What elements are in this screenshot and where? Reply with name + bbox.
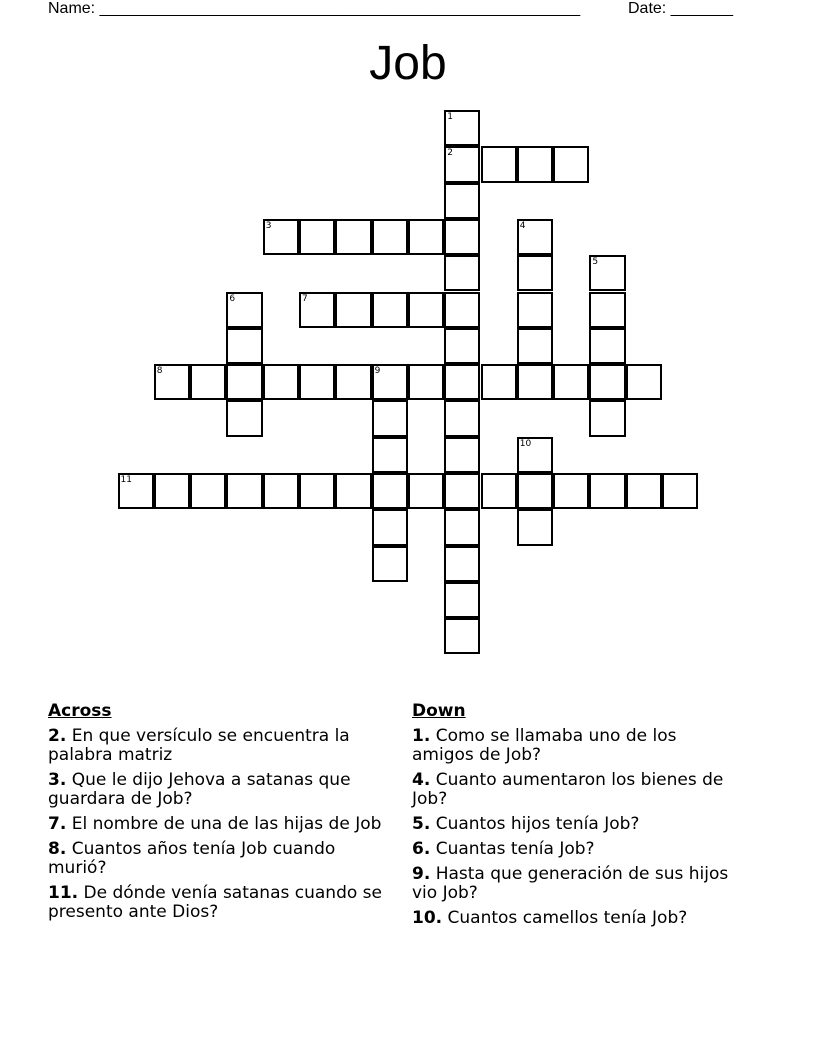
clue-item (412, 815, 742, 834)
clue-number: 10. (412, 908, 443, 928)
clue-item (48, 840, 388, 878)
clue-text: De dónde venía satanas cuando se presento ante Dios? (48, 883, 382, 922)
cell-number: 8 (156, 366, 163, 377)
clue-item (412, 865, 742, 903)
grid-cell[interactable] (372, 219, 408, 255)
grid-cell[interactable] (408, 292, 444, 328)
clue-text: Cuanto aumentaron los bienes de Job? (412, 770, 724, 809)
grid-cell[interactable] (335, 292, 371, 328)
grid-cell[interactable] (517, 364, 553, 400)
grid-cell[interactable] (444, 255, 480, 291)
grid-cell[interactable] (444, 509, 480, 545)
grid-cell[interactable] (444, 364, 480, 400)
grid-cell[interactable] (444, 546, 480, 582)
cell-number: 3 (265, 220, 272, 231)
grid-cell[interactable] (372, 509, 408, 545)
grid-cell[interactable] (408, 364, 444, 400)
grid-cell[interactable] (553, 146, 589, 182)
grid-cell[interactable] (226, 292, 262, 328)
cell-number: 4 (519, 220, 526, 231)
grid-cell[interactable] (444, 437, 480, 473)
cell-number: 9 (374, 366, 381, 377)
grid-cell[interactable] (626, 364, 662, 400)
clue-item (48, 815, 388, 834)
grid-cell[interactable] (444, 618, 480, 654)
grid-cell[interactable] (263, 473, 299, 509)
grid-cell[interactable] (226, 473, 262, 509)
grid-cell[interactable] (335, 473, 371, 509)
clue-text: Cuantos hijos tenía Job? (435, 814, 640, 834)
grid-cell[interactable] (589, 328, 625, 364)
cell-number: 2 (447, 148, 453, 159)
grid-cell[interactable] (517, 292, 553, 328)
grid-cell[interactable] (517, 146, 553, 182)
grid-cell[interactable] (589, 292, 625, 328)
grid-cell[interactable] (444, 292, 480, 328)
grid-cell[interactable] (553, 473, 589, 509)
grid-cell[interactable] (154, 364, 190, 400)
across-heading: Across (48, 701, 112, 721)
grid-cell[interactable] (226, 400, 262, 436)
clue-text: El nombre de una de las hijas de Job (71, 814, 382, 834)
clue-number: 4. (412, 770, 431, 790)
clue-number: 7. (48, 814, 67, 834)
clue-item (48, 727, 388, 765)
grid-cell[interactable] (517, 328, 553, 364)
grid-cell[interactable] (444, 328, 480, 364)
grid-cell[interactable] (263, 364, 299, 400)
clue-text: Cuantas tenía Job? (435, 839, 595, 859)
clue-text: Hasta que generación de sus hijos vio Job? (412, 864, 729, 903)
grid-cell[interactable] (517, 255, 553, 291)
grid-cell[interactable] (517, 473, 553, 509)
grid-cell[interactable] (553, 364, 589, 400)
grid-cell[interactable] (190, 473, 226, 509)
grid-cell[interactable] (335, 219, 371, 255)
grid-cell[interactable] (335, 364, 371, 400)
down-clues (412, 702, 742, 934)
clue-text: Cuantos años tenía Job cuando murió? (48, 839, 336, 878)
cell-number: 7 (302, 293, 308, 304)
grid-cell[interactable] (444, 473, 480, 509)
clue-number: 8. (48, 839, 67, 859)
grid-cell[interactable] (481, 473, 517, 509)
grid-cell[interactable] (190, 364, 226, 400)
grid-cell[interactable] (154, 473, 190, 509)
grid-cell[interactable] (263, 219, 299, 255)
grid-cell[interactable] (444, 146, 480, 182)
grid-cell[interactable] (589, 400, 625, 436)
grid-cell[interactable] (517, 219, 553, 255)
name-field[interactable]: Name: ______________________________________________________ (48, 0, 581, 17)
across-clues (48, 702, 388, 928)
clue-number: 3. (48, 770, 67, 790)
clue-number: 5. (412, 814, 431, 834)
page-title: Job (369, 37, 447, 90)
grid-cell[interactable] (372, 546, 408, 582)
grid-cell[interactable] (372, 292, 408, 328)
grid-cell[interactable] (226, 328, 262, 364)
down-heading: Down (412, 701, 466, 721)
clue-number: 2. (48, 726, 67, 746)
cell-number: 10 (519, 438, 532, 449)
grid-cell[interactable] (372, 473, 408, 509)
grid-cell[interactable] (444, 110, 480, 146)
grid-cell[interactable] (226, 364, 262, 400)
clue-text: Cuantos camellos tenía Job? (447, 908, 688, 928)
cell-number: 1 (447, 112, 453, 122)
clue-number: 1. (412, 726, 431, 746)
clue-item (412, 727, 742, 765)
grid-cell[interactable] (481, 364, 517, 400)
clue-text: En que versículo se encuentra la palabra matriz (48, 726, 350, 765)
grid-cell[interactable] (589, 255, 625, 291)
grid-cell[interactable] (372, 364, 408, 400)
clue-item (412, 840, 742, 859)
grid-cell[interactable] (299, 473, 335, 509)
grid-cell[interactable] (626, 473, 662, 509)
clue-number: 6. (412, 839, 431, 859)
grid-cell[interactable] (517, 437, 553, 473)
clue-number: 11. (48, 883, 79, 903)
grid-cell[interactable] (444, 183, 480, 219)
grid-cell[interactable] (481, 146, 517, 182)
cell-number: 6 (229, 293, 236, 304)
grid-cell[interactable] (372, 437, 408, 473)
grid-cell[interactable] (662, 473, 698, 509)
clue-text: Como se llamaba uno de los amigos de Job? (412, 726, 677, 765)
clue-text: Que le dijo Jehova a satanas que guardara de Job? (48, 770, 351, 809)
grid-cell[interactable] (299, 364, 335, 400)
date-field[interactable]: Date: _______ (628, 0, 733, 17)
grid-cell[interactable] (444, 582, 480, 618)
grid-cell[interactable] (299, 219, 335, 255)
grid-cell[interactable] (372, 400, 408, 436)
grid-cell[interactable] (517, 509, 553, 545)
grid-cell[interactable] (118, 473, 154, 509)
clue-number: 9. (412, 864, 431, 884)
grid-cell[interactable] (589, 473, 625, 509)
grid-cell[interactable] (589, 364, 625, 400)
grid-cell[interactable] (408, 473, 444, 509)
cell-number: 11 (120, 475, 132, 485)
grid-cell[interactable] (408, 219, 444, 255)
grid-cell[interactable] (444, 400, 480, 436)
clue-item (48, 771, 388, 809)
cell-number: 5 (592, 257, 599, 268)
clue-item (412, 909, 742, 928)
grid-cell[interactable] (444, 219, 480, 255)
grid-cell[interactable] (299, 292, 335, 328)
clue-item (412, 771, 742, 809)
clue-item (48, 884, 388, 922)
